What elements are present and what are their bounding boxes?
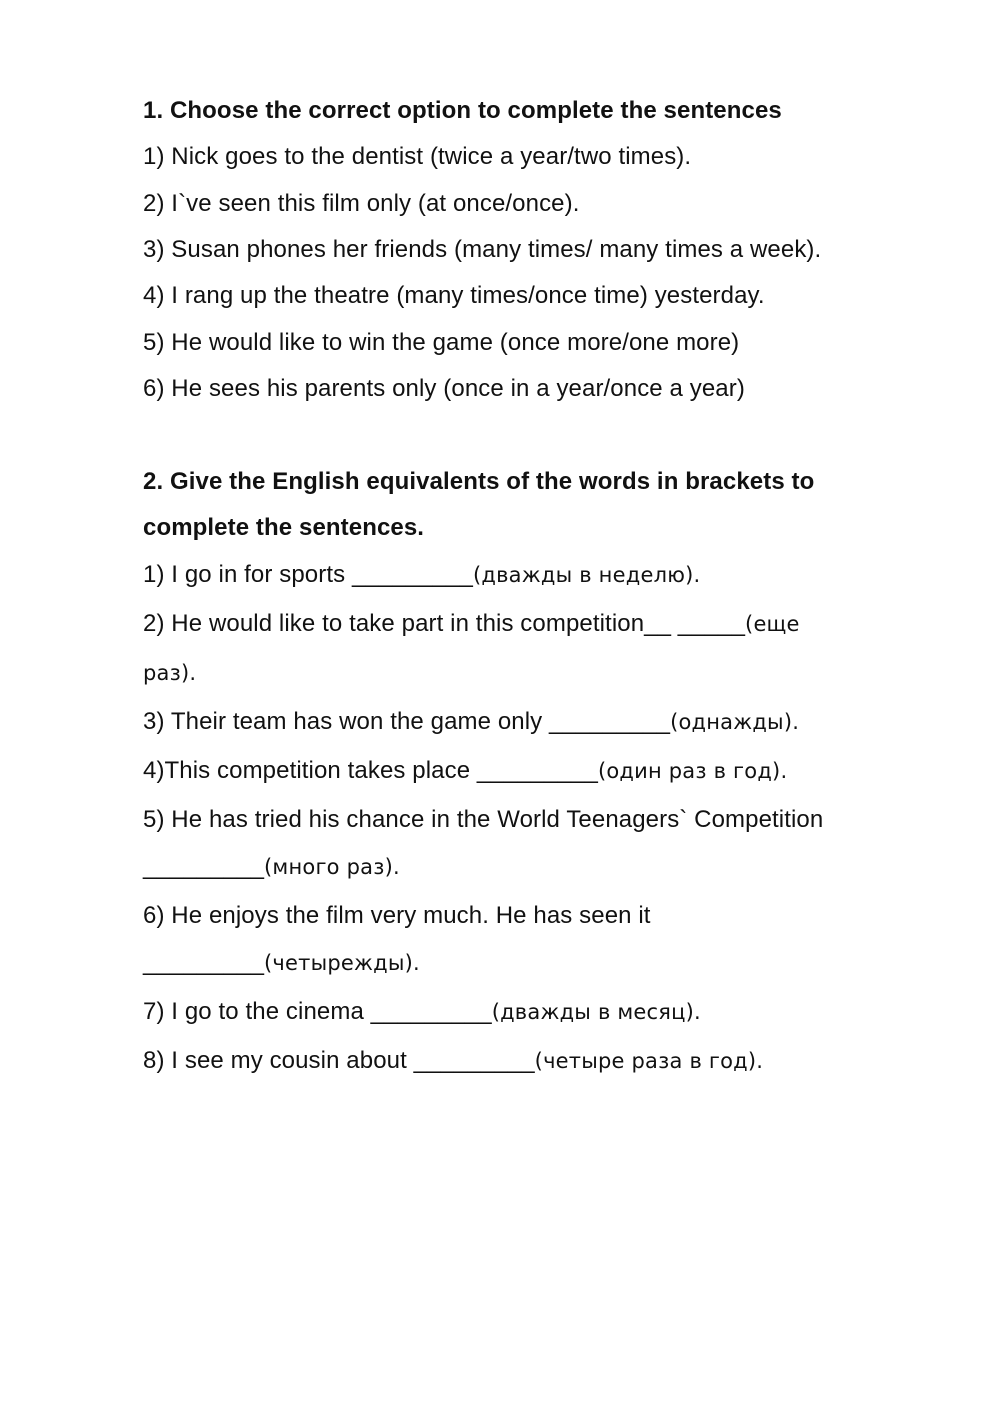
item-4-english: 4)This competition takes place _________ [143, 757, 598, 784]
exercise-2-item-6-continued [143, 948, 420, 978]
exercise-2-item-6 [143, 901, 651, 931]
exercise-2-item-1 [143, 560, 700, 590]
item-1-english: 1) I go in for sports _________ [143, 561, 473, 588]
item-2-russian: (еще [745, 612, 800, 636]
exercise-2-heading-line-2: complete the sentences. [143, 514, 425, 541]
item-5-russian: (много раз). [264, 855, 400, 879]
exercise-1-item-2: 2) I`ve seen this film only (at once/once). [143, 190, 580, 217]
item-3-russian: (однажды). [670, 710, 800, 734]
exercise-1-item-1: 1) Nick goes to the dentist (twice a year/two times). [143, 143, 692, 170]
item-1-russian: (дважды в неделю). [472, 563, 701, 587]
exercise-1-heading: 1. Choose the correct option to complete the sentences [143, 97, 782, 124]
exercise-2-item-2 [143, 609, 800, 639]
exercise-2-item-5 [143, 805, 823, 835]
item-6-blank: _________ [143, 949, 265, 976]
exercise-1-item-6: 6) He sees his parents only (once in a year/once a year) [143, 375, 745, 402]
item-8-russian: (четыре раза в год). [534, 1049, 764, 1073]
item-7-russian: (дважды в месяц). [491, 1000, 701, 1024]
item-2-english: 2) He would like to take part in this competition__ _____ [143, 610, 746, 637]
item-8-english: 8) I see my cousin about _________ [143, 1047, 535, 1074]
item-3-english: 3) Their team has won the game only _________ [143, 708, 671, 735]
item-4-russian: (один раз в год). [597, 759, 788, 783]
exercise-2-item-3 [143, 707, 799, 737]
exercise-1-item-3: 3) Susan phones her friends (many times/ many times a week). [143, 236, 822, 263]
item-7-english: 7) I go to the cinema _________ [143, 998, 492, 1025]
exercise-1-item-5: 5) He would like to win the game (once more/one more) [143, 329, 740, 356]
item-5-english: 5) He has tried his chance in the World Teenagers` Competition [143, 806, 824, 833]
exercise-2-item-8 [143, 1046, 763, 1076]
exercise-2-item-7 [143, 997, 701, 1027]
item-6-english: 6) He enjoys the film very much. He has seen it [143, 902, 651, 929]
exercise-1-item-4: 4) I rang up the theatre (many times/once time) yesterday. [143, 282, 765, 309]
item-2-russian-continued: раз). [143, 661, 197, 685]
exercise-2-item-4 [143, 756, 787, 786]
exercise-2-item-2-continued [143, 658, 196, 688]
item-5-blank: _________ [143, 853, 265, 880]
exercise-2-item-5-continued [143, 852, 400, 882]
exercise-2-heading-line-1: 2. Give the English equivalents of the words in brackets to [143, 468, 815, 495]
item-6-russian: (четырежды). [264, 951, 420, 975]
